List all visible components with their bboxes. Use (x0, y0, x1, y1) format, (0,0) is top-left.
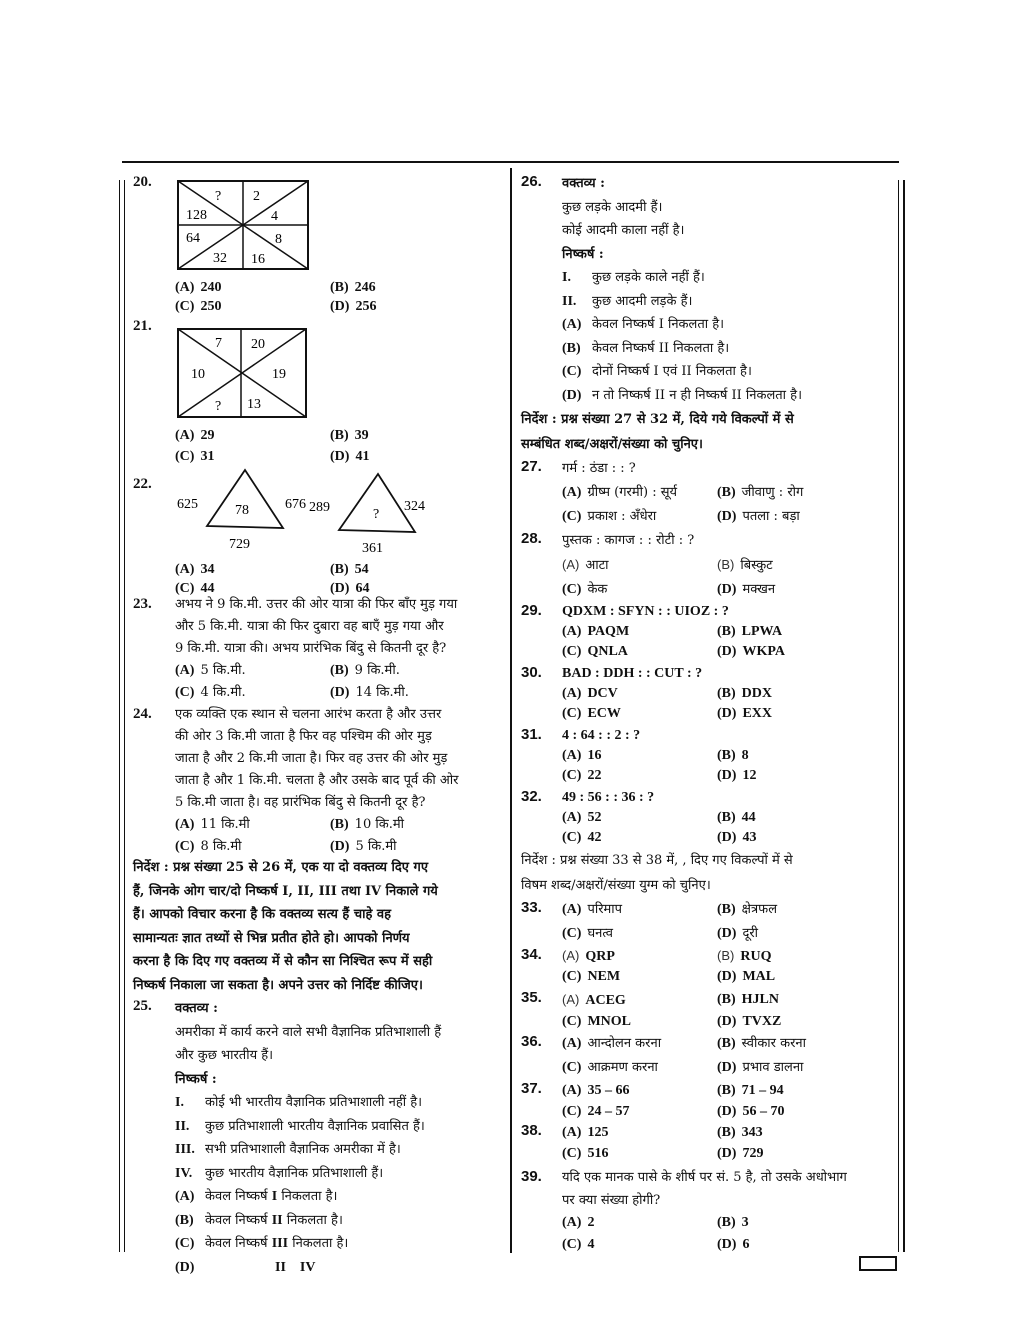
svg-text:8: 8 (275, 232, 282, 247)
right-border-inner (898, 180, 899, 1252)
statement-line: और कुछ भारतीय हैं। (175, 1048, 274, 1063)
svg-text:324: 324 (404, 499, 425, 514)
question-number: 35. (521, 989, 542, 1006)
question-number: 22. (133, 476, 152, 492)
question-32: 32. 49 : 56 : : 36 : ? (A) 52 (B) 44 (C) 42 (D) 43 (521, 788, 896, 848)
top-rule (122, 161, 899, 163)
question-stem: पुस्तक : कागज : : रोटी : ? (562, 533, 695, 548)
question-30: 30. BAD : DDH : : CUT : ? (A) DCV (B) DDX (C) ECW (D) EXX (521, 664, 896, 724)
conclusion-2: II. कुछ आदमी लड़के हैं। (562, 293, 693, 309)
svg-text:289: 289 (309, 500, 330, 515)
question-28: 28. पुस्तक : कागज : : रोटी : ? (A) आटा (B) बिस्कुट (C) केक (D) मक्खन (521, 529, 896, 602)
question-stem: गर्म : ठंडा : : ? (562, 461, 636, 476)
question-text-line: एक व्यक्ति एक स्थान से चलना आरंभ करता है और उत्तर (175, 707, 442, 722)
right-column (521, 172, 896, 1256)
option-c: 250 (200, 299, 222, 314)
left-border-inner (124, 180, 125, 1252)
question-29: 29. QDXM : SFYN : : UIOZ : ? (A) PAQM (B) LPWA (C) QNLA (D) WKPA (521, 602, 896, 662)
q22-figure (173, 464, 433, 554)
question-number: 38. (521, 1122, 542, 1139)
question-number: 26. (521, 173, 542, 190)
question-31: 31. 4 : 64 : : 2 : ? (A) 16 (B) 8 (C) 22 (D) 12 (521, 726, 896, 786)
question-number: 28. (521, 530, 542, 547)
question-number: 36. (521, 1033, 542, 1050)
question-text-line: और 5 कि.मी. यात्रा की फिर दुबारा वह बाएँ मुड़ गया और (175, 619, 444, 634)
option-b: 246 (354, 280, 376, 295)
svg-text:13: 13 (247, 397, 261, 412)
statement-line: कुछ लड़के आदमी हैं। (562, 199, 663, 215)
conclusion-2: II. कुछ प्रतिभाशाली भारतीय वैज्ञानिक प्रवासित हैं। (175, 1118, 425, 1134)
question-number: 33. (521, 899, 542, 916)
question-stem: QDXM : SFYN : : UIOZ : ? (562, 604, 729, 619)
svg-text:7: 7 (215, 336, 222, 351)
svg-text:19: 19 (272, 367, 286, 382)
svg-text:78: 78 (235, 503, 249, 518)
option-d: (D) II IV (175, 1259, 316, 1275)
question-text-line: जाता है और 2 कि.मी जाता है। फिर वह उत्तर की ओर मुड़ (175, 751, 448, 766)
option-c: (C) केवल निष्कर्ष III निकलता है। (175, 1236, 349, 1251)
question-36: 36. (A) आन्दोलन करना (B) स्वीकार करना (C) आक्रमण करना (D) प्रभाव डालना (521, 1033, 807, 1075)
svg-text:32: 32 (213, 251, 227, 266)
question-22: 22. 625 78 676 729 289 ? 324 361 (A) 34 (B) 54 (C) 44 (D) 64 (133, 464, 505, 594)
question-text-line: पर क्या संख्या होगी? (562, 1193, 661, 1208)
question-20: 20. ? 128 2 4 64 32 8 16 (A) 240 (B) 246 (C) 250 (D) 256 (133, 174, 377, 314)
statement-label: वक्तव्य : (562, 176, 605, 191)
question-number: 37. (521, 1080, 542, 1097)
question-37: 37. (A) 35 – 66 (B) 71 – 94 (C) 24 – 57 (D) 56 – 70 (521, 1080, 785, 1119)
svg-text:361: 361 (362, 541, 383, 554)
question-39: 39. यदि एक मानक पासे के शीर्ष पर सं. 5 है, तो उसके अधोभाग पर क्या संख्या होगी? (A) 2 (B) 3 (C) 4 (D) 6 (521, 1166, 896, 1256)
directive-33-38: निर्देश : प्रश्न संख्या 33 से 38 में, , दिए गए विकल्पों में से विषम शब्द/अक्षरों/संख्या युग्म को चुनिए। (521, 853, 793, 893)
question-stem: 49 : 56 : : 36 : ? (562, 790, 655, 805)
svg-text:64: 64 (186, 231, 200, 246)
directive-25-26: निर्देश : प्रश्न संख्या 25 से 26 में, एक या दो वक्तव्य दिए गए हैं, जिनके ओग चार/दो निष्कर्ष I, II, III तथा IV निकाले गये हैं। आपको विचार करना है कि वक्तव्य सत्य हैं चाहे वह सामान्यतः ज्ञात तथ्यों से भिन्न प्रतीत होते हो। आपको निर्णय करना है कि दिए गए वक्तव्य में से कौन सा निश्चित रूप में सही निष्कर्ष निकाला जा सकता है। अपने उत्तर को निर्दिष्ट कीजिए। (133, 860, 438, 993)
question-number: 27. (521, 458, 542, 475)
question-text-line: जाता है और 1 कि.मी. चलता है और उसके बाद पूर्व की ओर (175, 773, 459, 788)
question-21: 21. 7 20 10 19 ? 13 (A) 29 (B) 39 (C) 31 (D) 41 (133, 318, 370, 464)
question-38: 38. (A) 125 (B) 343 (C) 516 (D) 729 (521, 1122, 764, 1161)
statement-line: अमरीका में कार्य करने वाले सभी वैज्ञानिक प्रतिभाशाली हैं (175, 1024, 442, 1040)
column-divider (510, 168, 512, 1253)
question-33: 33. (A) परिमाप (B) क्षेत्रफल (C) घनत्व (D) दूरी (521, 899, 778, 941)
option-a: (A) केवल निष्कर्ष I निकलता है। (562, 317, 725, 332)
option-a: 240 (200, 280, 222, 295)
q20-figure (177, 180, 309, 270)
conclusion-label: निष्कर्ष : (562, 246, 604, 262)
svg-text:128: 128 (186, 208, 207, 223)
directive-27-32: निर्देश : प्रश्न संख्या 27 से 32 में, दिये गये विकल्पों में से सम्बंधित शब्द/अक्षरों/संख्या को चुनिए। (521, 412, 794, 452)
left-border-outer (119, 180, 120, 1252)
question-text-line: अभय ने 9 कि.मी. उत्तर की ओर यात्रा की फिर बाँए मुड़ गया (175, 597, 458, 612)
svg-text:4: 4 (271, 209, 278, 224)
question-number: 24. (133, 706, 152, 722)
page-number-box (859, 1256, 897, 1271)
question-number: 34. (521, 946, 542, 963)
option-b: (B) केवल निष्कर्ष II निकलता है। (562, 340, 730, 356)
option-c: (C) दोनों निष्कर्ष I एवं II निकलता है। (562, 364, 752, 379)
question-25 (133, 997, 505, 1279)
svg-text:16: 16 (251, 252, 265, 267)
question-23: 23. अभय ने 9 कि.मी. उत्तर की ओर यात्रा की फिर बाँए मुड़ गया और 5 कि.मी. यात्रा की फिर दुबारा वह बाएँ मुड़ गया और 9 कि.मी. यात्रा की। अभय प्रारंभिक बिंदु से कितनी दूर है? (A) 5 कि.मी. (B) 9 कि.मी. (C) 4 कि.मी. (D) 14 कि.मी. (133, 594, 505, 704)
question-27: 27. गर्म : ठंडा : : ? (A) ग्रीष्म (गरमी) : सूर्य (B) जीवाणु : रोग (C) प्रकाश : अँधेरा (D) पतला : बड़ा (521, 457, 896, 529)
conclusion-1: I. कुछ लड़के काले नहीं हैं। (562, 270, 705, 285)
svg-text:20: 20 (251, 337, 265, 352)
svg-text:10: 10 (191, 367, 205, 382)
question-35: 35. (A) ACEG (B) HJLN (C) MNOL (D) TVXZ (521, 989, 782, 1029)
svg-text:676: 676 (285, 497, 306, 512)
question-text-line: 5 कि.मी जाता है। वह प्रारंभिक बिंदु से कितनी दूर है? (175, 795, 426, 810)
svg-text:?: ? (215, 399, 222, 414)
q21-figure (177, 328, 307, 418)
option-d: (D) न तो निष्कर्ष II न ही निष्कर्ष II निकलता है। (562, 387, 803, 403)
right-border-outer (903, 180, 905, 1252)
q20-cell-top-left: ? (215, 189, 222, 204)
question-text-line: 9 कि.मी. यात्रा की। अभय प्रारंभिक बिंदु से कितनी दूर है? (175, 641, 447, 656)
question-number: 23. (133, 596, 152, 612)
question-number: 20. (133, 174, 152, 190)
conclusion-label: निष्कर्ष : (175, 1071, 217, 1087)
question-number: 29. (521, 602, 542, 619)
question-number: 39. (521, 1168, 542, 1185)
option-d: 256 (355, 299, 377, 314)
question-number: 21. (133, 318, 152, 334)
option-b: (B) केवल निष्कर्ष II निकलता है। (175, 1212, 343, 1228)
question-text-line: की ओर 3 कि.मी जाता है फिर वह पश्चिम की ओर मुड़ (175, 729, 432, 744)
question-34: 34. (A) QRP (B) RUQ (C) NEM (D) MAL (521, 946, 776, 984)
svg-text:729: 729 (229, 537, 250, 552)
svg-text:?: ? (373, 507, 380, 522)
svg-text:625: 625 (177, 497, 198, 512)
statement-label: वक्तव्य : (175, 1001, 218, 1016)
question-number: 32. (521, 788, 542, 805)
conclusion-4: IV. कुछ भारतीय वैज्ञानिक प्रतिभाशाली हैं। (175, 1165, 384, 1181)
question-text-line: यदि एक मानक पासे के शीर्ष पर सं. 5 है, तो उसके अधोभाग (562, 1170, 847, 1185)
conclusion-1: I. कोई भी भारतीय वैज्ञानिक प्रतिभाशाली नहीं है। (175, 1095, 423, 1110)
option-a: (A) केवल निष्कर्ष I निकलता है। (175, 1189, 338, 1204)
question-24: 24. एक व्यक्ति एक स्थान से चलना आरंभ करता है और उत्तर की ओर 3 कि.मी जाता है फिर वह पश्चिम की ओर मुड़ जाता है और 2 कि.मी जाता है। फिर वह उत्तर की ओर मुड़ जाता है और 1 कि.मी. चलता है और उसके बाद पूर्व की ओर 5 कि.मी जाता है। वह प्रारंभिक बिंदु से कितनी दूर है? (A) 11 कि.मी (B) 10 कि.मी (C) 8 कि.मी (D) 5 कि.मी (133, 704, 505, 856)
question-number: 25. (133, 998, 152, 1014)
question-number: 31. (521, 726, 542, 743)
question-stem: BAD : DDH : : CUT : ? (562, 666, 703, 681)
statement-line: कोई आदमी काला नहीं है। (562, 223, 685, 238)
question-number: 30. (521, 664, 542, 681)
question-stem: 4 : 64 : : 2 : ? (562, 728, 641, 743)
conclusion-3: III. सभी प्रतिभाशाली वैज्ञानिक अमरीका में है। (175, 1142, 401, 1157)
question-26 (521, 172, 896, 407)
svg-text:2: 2 (253, 189, 260, 204)
left-column (133, 172, 505, 1279)
